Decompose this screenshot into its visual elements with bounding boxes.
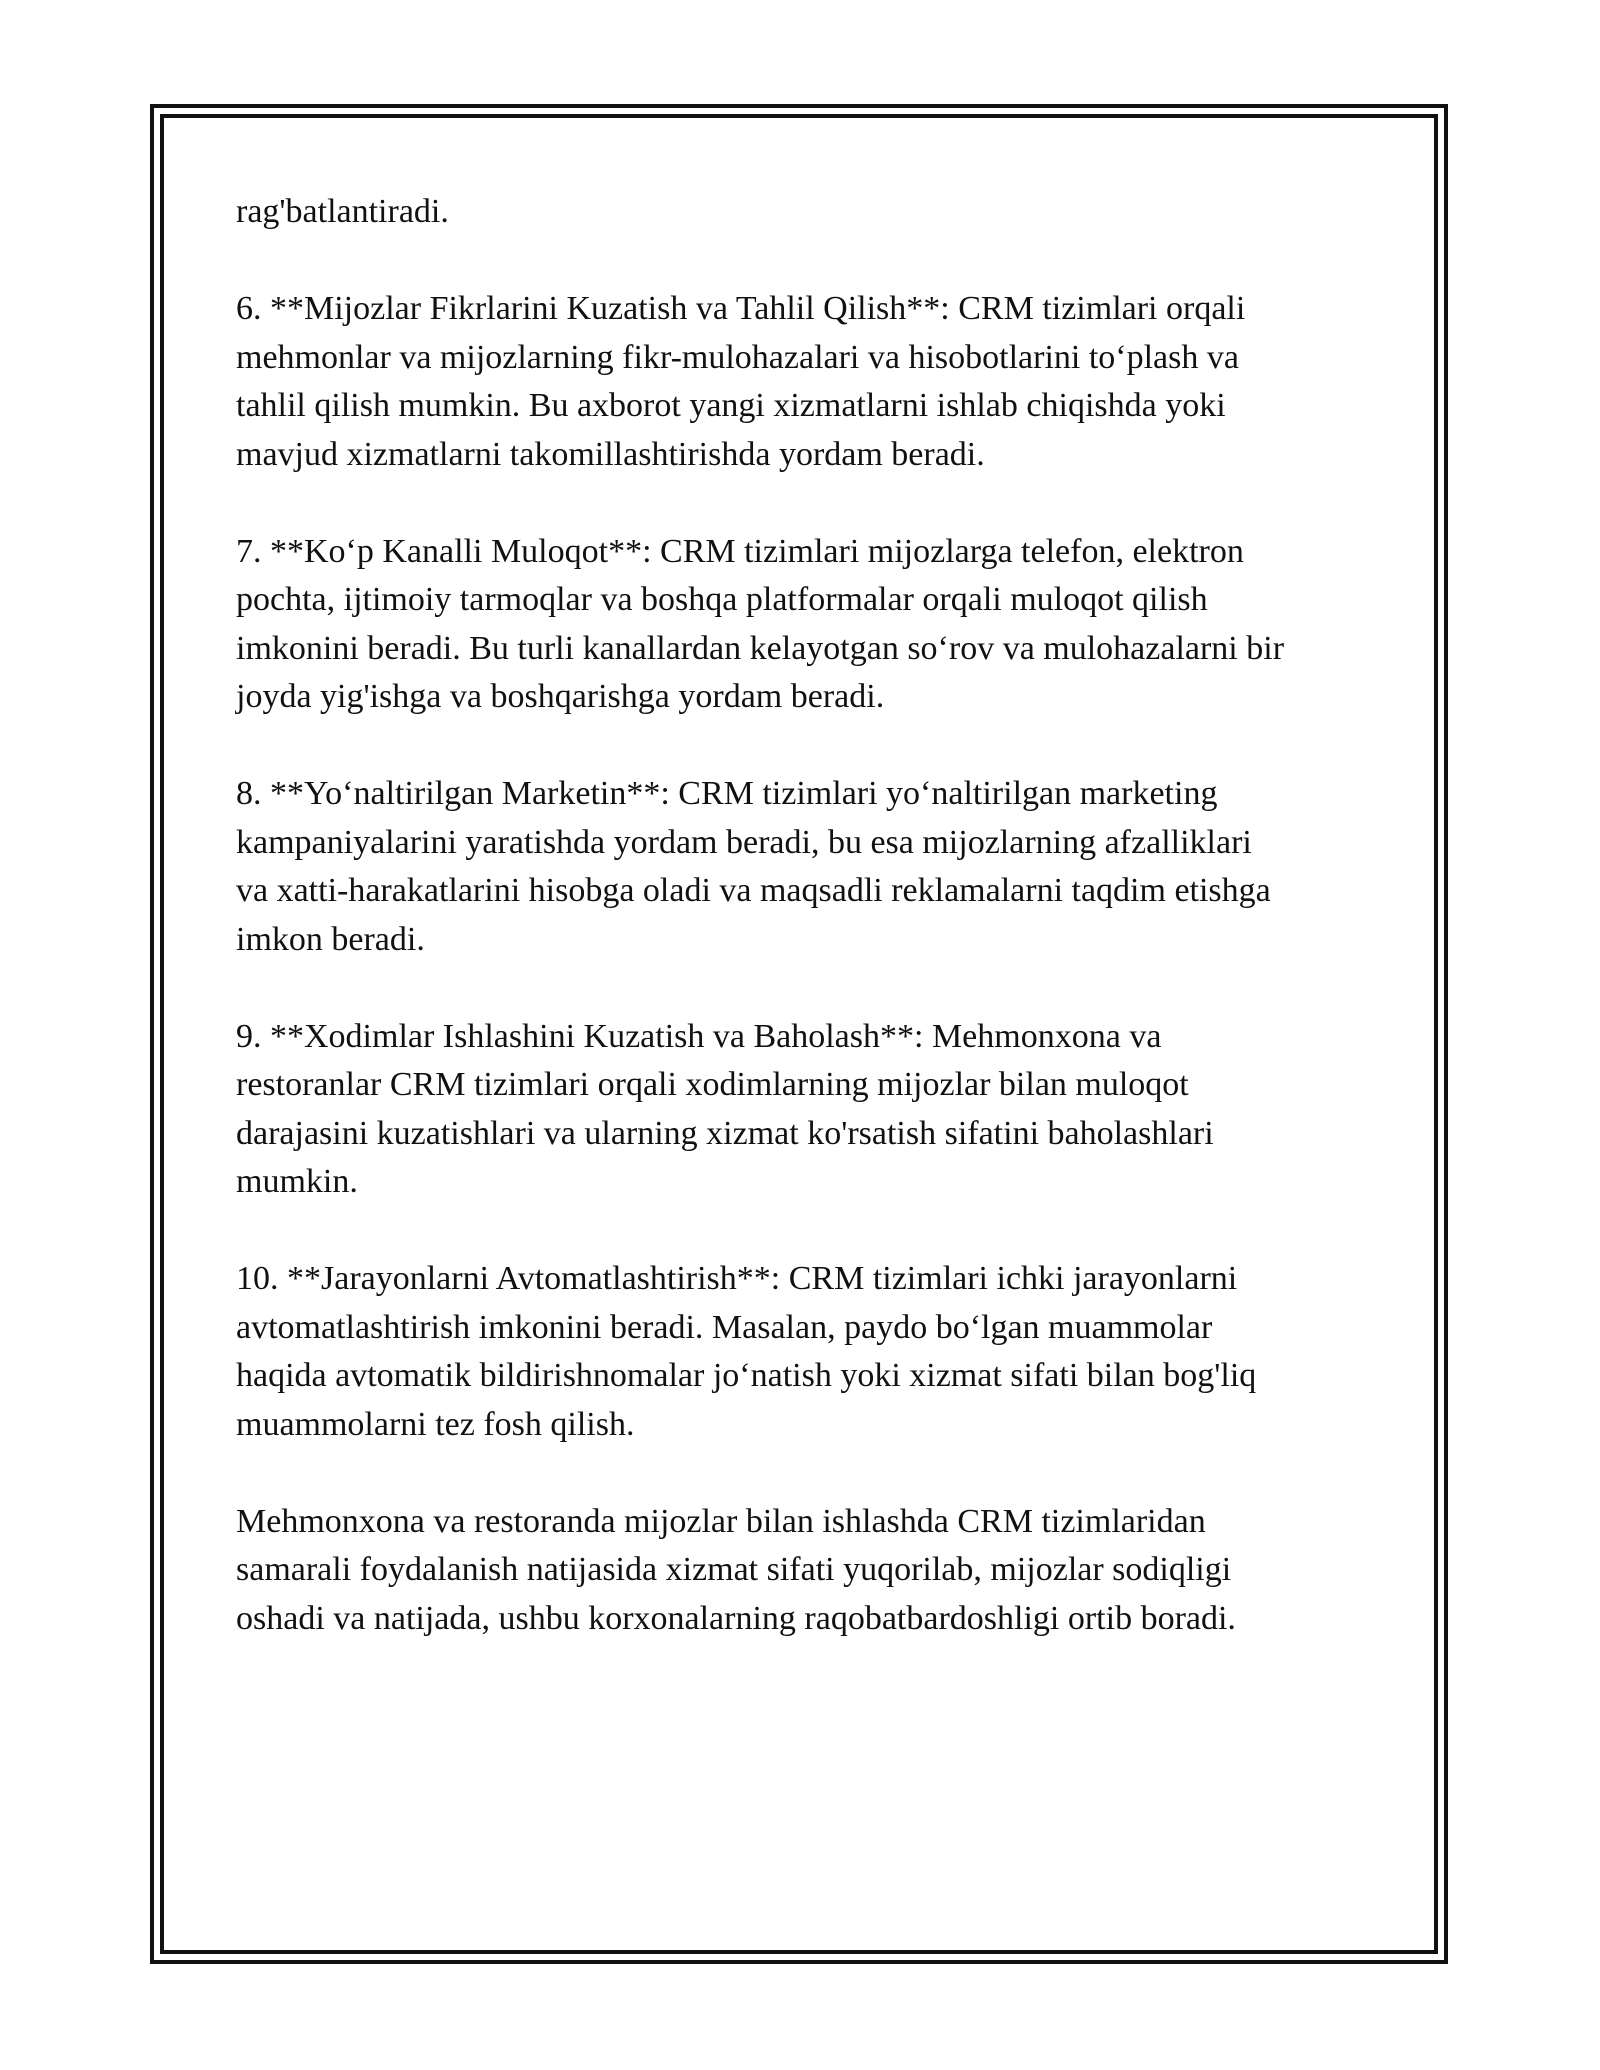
document-body bbox=[236, 188, 1376, 1692]
paragraph-item-9: 9. **Xodimlar Ishlashini Kuzatish va Baholash**: Mehmonxona va restoranlar CRM tizimlari orqali xodimlarning mijozlar bilan muloqot darajasini kuzatishlari va ularning xizmat ko'rsatish sifatini baholashlari mumkin. bbox=[236, 1017, 1214, 1200]
paragraph-continuation: rag'batlantiradi. bbox=[236, 193, 449, 230]
paragraph-item-6: 6. **Mijozlar Fikrlarini Kuzatish va Tahlil Qilish**: CRM tizimlari orqali mehmonlar va mijozlarning fikr-mulohazalari va hisobotlarini to‘plash va tahlil qilish mumkin. Bu axborot yangi xizmatlarni ishlab chiqishda yoki mavjud xizmatlarni takomillashtirishda yordam beradi. bbox=[236, 290, 1246, 473]
paragraph-item-8: 8. **Yo‘naltirilgan Marketin**: CRM tizimlari yo‘naltirilgan marketing kampaniyalarini yaratishda yordam beradi, bu esa mijozlarning afzalliklari va xatti-harakatlarini hisobga oladi va maqsadli reklamalarni taqdim etishga imkon beradi. bbox=[236, 775, 1271, 958]
paragraph-item-7: 7. **Ko‘p Kanalli Muloqot**: CRM tizimlari mijozlarga telefon, elektron pochta, ijtimoiy tarmoqlar va boshqa platformalar orqali muloqot qilish imkonini beradi. Bu turli kanallardan kelayotgan so‘rov va mulohazalarni bir joyda yig'ishga va boshqarishga yordam beradi. bbox=[236, 532, 1285, 715]
paragraph-item-10: 10. **Jarayonlarni Avtomatlashtirish**: CRM tizimlari ichki jarayonlarni avtomatlashtirish imkonini beradi. Masalan, paydo bo‘lgan muammolar haqida avtomatik bildirishnomalar jo‘natish yoki xizmat sifati bilan bog'liq muammolarni tez fosh qilish. bbox=[236, 1260, 1257, 1443]
paragraph-conclusion: Mehmonxona va restoranda mijozlar bilan ishlashda CRM tizimlaridan samarali foydalanish natijasida xizmat sifati yuqorilab, mijozlar sodiqligi oshadi va natijada, ushbu korxonalarning raqobatbardoshligi ortib boradi. bbox=[236, 1502, 1236, 1637]
